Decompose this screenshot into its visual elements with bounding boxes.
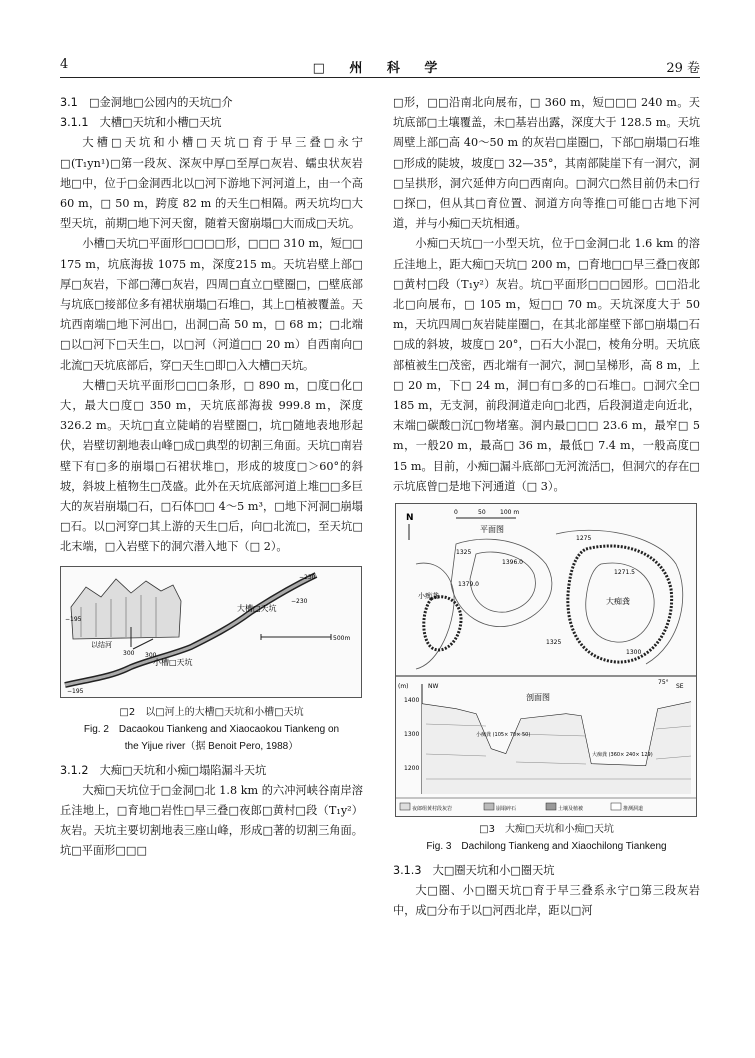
legend-swatch [484, 803, 494, 810]
figure-3-drawing [396, 504, 696, 816]
contour-label: 1300 [626, 649, 642, 657]
figure-3-map [395, 503, 697, 817]
figure-2-caption-en: Fig. 2 Dacaokou Tiankeng and Xiaocaokou Tiankeng on [83, 723, 340, 735]
scale-label: 50 [478, 509, 486, 517]
paragraph: 小槽□天坑□平面形□□□□形，□□□ 310 m，短□□ 175 m，坑底海拔 1075 m，深度215 m。天坑岩壁上部□厚□灰岩，下部□薄□灰岩，四周□直立□壁圈□，□壁底部与坑底□接部位多有裙状崩塌□石堆□，其上□植被覆盖。天坑西南端□地下河出□，出洞□高 50 m，□ 68 m；□北端□以□河下□天生□，以□河（河道□□ 20 m）自西南向□北流□天坑底部后，穿□天生□即□入大槽□天坑。 [60, 237, 363, 372]
paragraph: 大槽□天坑和小槽□天坑□育于早三叠□永宁□(T₁yn¹)□第一段灰、深灰中厚□至厚□灰岩、蠕虫状灰岩地□中，位于□金洞西北以□河下游地下河河道上，由一个高 60 m，□ 50 m，跨度 82 m 的天生□相隔。两天坑均□大型天坑，前期□地下河天窗，随着天窗崩塌□大而成□天坑。 [60, 136, 363, 231]
paragraph: 大痴□天坑位于□金洞□北 1.8 km 的六冲河峡谷南岸溶丘洼地上，□育地□岩性□早三叠□夜郎□黄村□段（T₁y²）灰岩。天坑主要切割地表三座山峰，形成□著的切割三角面。坑□平面形□□□ [60, 783, 363, 858]
legend-label: 推测洞道 [623, 806, 644, 813]
legend-swatch [611, 803, 621, 810]
contour-label: 1325 [546, 639, 562, 647]
page-number: 4 [60, 57, 69, 72]
subsection-heading: 3.1.2 大痴□天坑和小痴□塌陷漏斗天坑 [60, 763, 267, 777]
section-heading: 3.1 □金洞地□公园内的天坑□介 [60, 96, 233, 109]
elevation-label: 1396.0 [502, 559, 523, 567]
figure-2-caption-en: the Yijue river（据 Benoit Pero, 1988） [124, 740, 299, 752]
big-tiankeng-label: 大痴龚 [606, 597, 630, 607]
contour-label: 1325 [456, 549, 472, 557]
figure-2-caption-cn: □2 以□河上的大槽□天坑和小槽□天坑 [119, 706, 304, 718]
legend-label: 夜郎组黄村段灰岩 [412, 806, 453, 813]
figure-2-map [60, 566, 362, 698]
left-column [60, 93, 363, 862]
contour-label: −195 [65, 615, 82, 623]
figure-3-caption-cn: □3 大痴□天坑和小痴□天坑 [479, 824, 614, 836]
subsection-heading: 3.1.1 大槽□天坑和小槽□天坑 [60, 116, 222, 130]
north-arrow-icon: N [406, 513, 414, 524]
running-header [60, 57, 700, 78]
contour-label: 300 [145, 651, 157, 659]
legend-label: 土壤及植被 [558, 806, 584, 813]
y-axis-tick: 1200 [404, 765, 420, 773]
journal-name: □ 州 科 学 [312, 61, 448, 76]
direction-label: SE [676, 683, 684, 691]
scale-label: 100 m [500, 509, 520, 517]
legend-label: 崩塌碎石 [496, 806, 517, 813]
elevation-label: 1379.0 [458, 581, 479, 589]
right-column [393, 93, 700, 922]
subsection-heading: 3.1.3 大□圈天坑和小□圈天坑 [393, 864, 555, 878]
contour-label: 1275 [576, 535, 592, 543]
paragraph: 大□圈、小□圈天坑□育于早三叠系永宁□第三段灰岩中，成□分布于以□河西北岸，距以□河 [393, 884, 700, 918]
contour-label: 300 [123, 649, 135, 657]
small-tiankeng-label: 小槽□天坑 [153, 657, 193, 667]
contour-label: −230 [299, 573, 316, 581]
scale-label: 0 [454, 509, 458, 517]
contour-label: −230 [291, 597, 308, 605]
paragraph: 大槽□天坑平面形□□□条形，□ 890 m，□度□化□大，最大□度□ 350 m，天坑底部海拔 999.8 m，深度 326.2 m。天坑□直立陡峭的岩壁圈□，坑□随地表地形起伏，岩壁切割地表山峰□成□典型的切割三角面。天坑□南岩壁下有□多的崩塌□石裙状堆□，形成的坡度□＞60°的斜坡，斜坡上植物生□茂盛。此外在天坑底部河道上堆□□多巨大的灰岩崩塌□石，□石体□□ 4～5 m³，□地下河洞□崩塌□石。以□河穿□其上游的天生□后，向□北流□，至天坑□北末端，□入岩壁下的洞穴潜入地下（□ 2）。 [60, 378, 363, 554]
section-annotation: 大痴龚 (360× 240× 129) [592, 752, 653, 759]
direction-label: NW [428, 683, 439, 691]
figure-2-drawing [61, 567, 361, 697]
big-tiankeng-label: 大槽□天坑 [237, 603, 277, 613]
small-tiankeng-label: 小痴龚 [418, 592, 439, 601]
section-annotation: 小痴龚 (105× 70× 50) [476, 732, 531, 739]
scale-label: 500m [333, 634, 351, 642]
volume-label: 29 卷 [666, 61, 700, 76]
legend-swatch [400, 803, 410, 810]
y-axis-tick: 1300 [404, 731, 420, 739]
y-axis-tick: 1400 [404, 697, 420, 705]
section-view-label: 剖面图 [526, 693, 550, 703]
contour-label: −195 [67, 687, 84, 695]
paragraph: 小痴□天坑□一小型天坑，位于□金洞□北 1.6 km 的溶丘洼地上，距大痴□天坑□ 200 m，□育地□□早三叠□夜郎□黄村□段（T₁y²）灰岩。坑□平面形□□□园形。□□沿北北□向展布，□ 105 m，短□□ 70 m。天坑深度大于 50 m，天坑四周□灰岩陡崖圈□，在其北部崖壁下部□崩塌□石□成的斜坡，坡度□ 20°，□石大小混□，棱角分明。天坑底部植被生□茂密，西北端有一洞穴，洞□呈梯形，高 8 m，上□ 20 m，下□ 24 m，洞□有□多的□石堆□。□洞穴全□ 185 m，无支洞，前段洞道走向□北西，后段洞道走向近北，末端□碳酸□沉□物堵塞。洞内最□□□ 23.6 m，最窄□ 5 m，一般20 m，最高□ 36 m，最低□ 7.4 m，一般高度□ 15 m。目前，小痴□漏斗底部□无河流活□，但洞穴的存在□示坑底曾□是地下河通道（□ 3）。 [393, 237, 700, 493]
y-axis-unit: (m) [398, 683, 409, 691]
figure-3-caption-en: Fig. 3 Dachilong Tiankeng and Xiaochilong Tiankeng [426, 841, 667, 853]
river-label: 以结河 [91, 640, 112, 649]
legend-swatch [546, 803, 556, 810]
plan-view-label: 平面图 [480, 525, 504, 535]
paragraph: □形，□□沿南北向展布，□ 360 m，短□□□ 240 m。天坑底部□土壤覆盖，未□基岩出露，深度大于 128.5 m。天坑周壁上部□高 40～50 m 的灰岩□崖圈□，下部□崩塌□石堆□形成的陡坡，坡度□ 32—35°，其南部陡崖下有一洞穴，洞□呈拱形，洞穴延伸方向□西南向。□洞穴□然目前仍未□行□探□，但从其□育位置、洞道方向等推□可能□古地下河道，并与小痴□天坑相通。 [393, 96, 700, 231]
angle-label: 75° [658, 679, 669, 687]
elevation-label: 1271.5 [614, 569, 635, 577]
